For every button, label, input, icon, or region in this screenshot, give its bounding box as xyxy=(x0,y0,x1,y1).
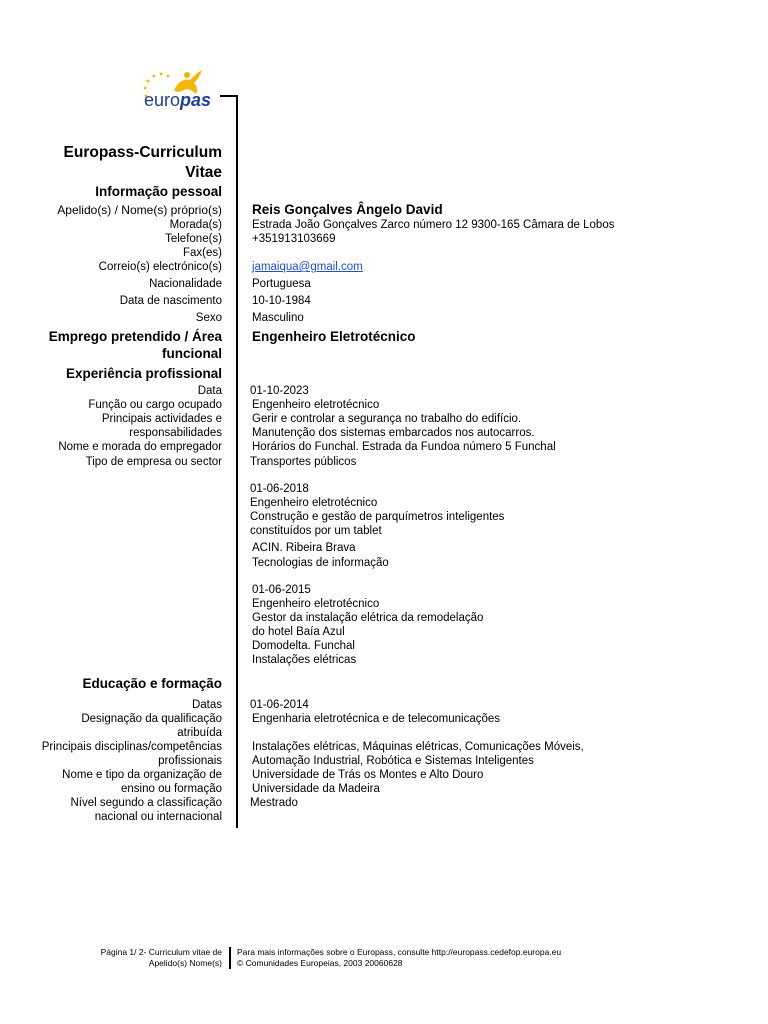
desired-job-value: Engenheiro Eletrotécnico xyxy=(252,329,416,344)
value-phone: +351913103669 xyxy=(252,233,336,245)
edu-subjects-value-line1: Instalações elétricas, Máquinas elétricas, Comunicações Móveis, xyxy=(252,741,584,753)
job-1-date: 01-10-2023 xyxy=(250,385,309,397)
footer-page-info-line2: Apelido(s) Nome(s) xyxy=(148,958,222,968)
logo-text-euro: euro xyxy=(144,90,181,110)
label-edu-qualification-line1: Designação da qualificação xyxy=(81,713,222,725)
section-heading-education: Educação e formação xyxy=(82,676,222,691)
job-1-role: Engenheiro eletrotécnico xyxy=(252,399,380,411)
label-edu-qualification-line2: atribuída xyxy=(177,727,222,739)
label-edu-dates: Datas xyxy=(191,699,222,711)
job-1-employer: Horários do Funchal. Estrada da Fundoa número 5 Funchal xyxy=(252,441,556,453)
label-edu-organisation-line2: ensino ou formação xyxy=(120,783,222,795)
job-3-employer: Domodelta. Funchal xyxy=(252,640,355,652)
label-edu-organisation-line1: Nome e tipo da organização de xyxy=(62,769,222,781)
job-2-employer: ACIN. Ribeira Brava xyxy=(252,542,356,554)
label-job-role: Função ou cargo ocupado xyxy=(88,399,222,411)
label-address: Morada(s) xyxy=(169,219,222,231)
job-2-sector: Tecnologias de informação xyxy=(252,557,389,569)
label-birth-date: Data de nascimento xyxy=(119,295,222,307)
label-edu-subjects-line1: Principais disciplinas/competências xyxy=(41,741,222,753)
logo-underline xyxy=(220,95,237,97)
job-3-sector: Instalações elétricas xyxy=(252,654,357,666)
footer-europass-info: Para mais informações sobre o Europass, consulte http://europass.cedefop.europa.eu xyxy=(237,947,562,957)
logo-text-pas: pas xyxy=(180,90,212,110)
job-2-duties-line1: Construção e gestão de parquímetros inteligentes xyxy=(250,511,505,523)
job-1-duties-line1: Gerir e controlar a segurança no trabalho do edifício. xyxy=(252,413,522,425)
label-sex: Sexo xyxy=(195,312,222,324)
job-2-role: Engenheiro eletrotécnico xyxy=(250,497,378,509)
europass-logo xyxy=(140,66,222,114)
value-birth-date: 10-10-1984 xyxy=(252,295,311,307)
label-edu-level-line1: Nível segundo a classificação xyxy=(70,797,222,809)
label-email: Correio(s) electrónico(s) xyxy=(98,261,222,273)
edu-level-value: Mestrado xyxy=(250,797,298,809)
section-heading-personal: Informação pessoal xyxy=(95,184,222,199)
edu-organisation-value-line2: Universidade da Madeira xyxy=(252,783,380,795)
job-1-duties-line2: Manutenção dos sistemas embarcados nos autocarros. xyxy=(252,427,535,439)
label-job-duties-line2: responsabilidades xyxy=(129,427,222,439)
desired-job-label-line2: funcional xyxy=(162,346,222,361)
label-fax: Fax(es) xyxy=(183,247,222,259)
section-heading-experience: Experiência profissional xyxy=(65,366,222,381)
label-phone: Telefone(s) xyxy=(165,233,222,245)
job-2-date: 01-06-2018 xyxy=(250,483,309,495)
value-sex: Masculino xyxy=(252,312,304,324)
job-1-sector: Transportes públicos xyxy=(250,456,357,468)
label-edu-level-line2: nacional ou internacional xyxy=(94,811,222,823)
label-job-sector: Tipo de empresa ou sector xyxy=(85,456,222,468)
value-nationality: Portuguesa xyxy=(252,278,311,290)
footer-copyright: © Comunidades Europeias, 2003 20060628 xyxy=(237,958,403,968)
job-2-duties-line2: constituídos por um tablet xyxy=(250,525,382,537)
label-nationality: Nacionalidade xyxy=(149,278,222,290)
value-name: Reis Gonçalves Ângelo David xyxy=(252,202,443,217)
job-3-duties-line2: do hotel Baía Azul xyxy=(252,626,345,638)
label-job-employer: Nome e morada do empregador xyxy=(58,441,222,453)
job-3-duties-line1: Gestor da instalação elétrica da remodelação xyxy=(252,612,484,624)
label-edu-subjects-line2: profissionais xyxy=(158,755,222,767)
desired-job-label-line1: Emprego pretendido / Área xyxy=(48,329,222,344)
footer-divider xyxy=(229,947,231,969)
vertical-divider xyxy=(236,95,238,828)
job-3-date: 01-06-2015 xyxy=(252,584,311,596)
cv-title-line1: Europass-Curriculum xyxy=(63,144,222,161)
job-3-role: Engenheiro eletrotécnico xyxy=(252,598,380,610)
edu-organisation-value-line1: Universidade de Trás os Montes e Alto Douro xyxy=(252,769,484,781)
email-link[interactable]: jamaiqua@gmail.com xyxy=(252,261,363,273)
value-address: Estrada João Gonçalves Zarco número 12 9300-165 Câmara de Lobos xyxy=(252,219,615,231)
edu-dates-value: 01-06-2014 xyxy=(250,699,309,711)
label-name: Apelido(s) / Nome(s) próprio(s) xyxy=(57,203,222,217)
edu-qualification-value: Engenharia eletrotécnica e de telecomunicações xyxy=(252,713,501,725)
edu-subjects-value-line2: Automação Industrial, Robótica e Sistemas Inteligentes xyxy=(252,755,534,767)
footer-page-info-line1: Página 1/ 2- Curriculum vitae de xyxy=(100,947,222,957)
label-job-date: Data xyxy=(197,385,222,397)
cv-title-line2: Vitae xyxy=(185,164,222,181)
label-job-duties-line1: Principais actividades e xyxy=(101,413,222,425)
